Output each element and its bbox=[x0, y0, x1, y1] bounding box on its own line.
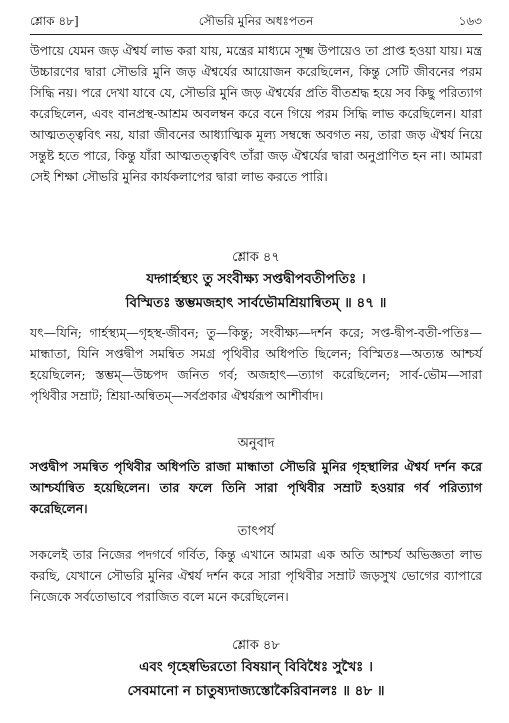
header-verse-ref: শ্লোক ৪৮] bbox=[30, 14, 79, 28]
verse-47-synonyms: যৎ—যিনি; গার্হস্থ্যম্—গৃহস্থ-জীবন; তু—কিন্তু; সংবীক্ষ্য—দর্শন করে; সপ্ত-দ্বীপ-বতী-পতিঃ—মান্ধাতা, যিনি সপ্তদ্বীপ সমন্বিত সমগ্র পৃথিবীর অধিপতি ছিলেন; বিস্মিতঃ—অত্যন্ত আশ্চর্য হয়েছিলেন; স্তম্ভম্—উচ্চপদ জনিত গর্ব; অজহাৎ—ত্যাগ করেছিলেন; সার্ব-ভৌম—সারা পৃথিবীর সম্রাট; শ্রিয়া-অন্বিতম্—সর্বপ্রকার ঐশ্বর্যরূপ আশীর্বাদ। bbox=[30, 325, 482, 403]
verse-48-title: শ্লোক ৪৮ bbox=[232, 638, 280, 653]
intro-paragraph: উপায়ে যেমন জড় ঐশ্বর্য লাভ করা যায়, মন্ত্রের মাধ্যমে সূক্ষ্ম উপায়েও তা প্রাপ্ত হওয়া যায়। মন্ত্র উচ্চারণের দ্বারা সৌভরি মুনি জড় ঐশ্বর্যের আয়োজন করেছিলেন, কিন্তু সেটি জীবনের পরম সিদ্ধি নয়। পরে দেখা যাবে যে, সৌভরি মুনি জড় ঐশ্বর্যের প্রতি বীতশ্রদ্ধ হয়ে সব কিছু পরিত্যাগ করেছিলেন, এবং বানপ্রস্থ-আশ্রম অবলম্বন করে বনে গিয়ে পরম সিদ্ধি লাভ করেছিলেন। যারা আত্মতত্ত্ববিৎ নয়, যারা জীবনের আধ্যাত্মিক মূল্য সম্বন্ধে অবগত নয়, তারা জড় ঐশ্বর্য নিয়ে সন্তুষ্ট হতে পারে, কিন্তু যাঁরা আত্মতত্ত্ববিৎ তাঁরা জড় ঐশ্বর্যের দ্বারা অনুপ্রাণিত হন না। আমরা সেই শিক্ষা সৌভরি মুনির কার্যকলাপের দ্বারা লাভ করতে পারি। bbox=[30, 43, 482, 184]
page-number: ১৬৩ bbox=[458, 14, 482, 28]
translation-heading: অনুবাদ bbox=[237, 436, 275, 451]
verse-48-line-2: সেবমানো ন চাতুষ্যদাজ্যস্তোকৈরিবানলঃ ॥ ৪৮ ॥ bbox=[127, 683, 385, 699]
header-chapter-title: সৌভরি মুনির অধঃপতন bbox=[198, 14, 314, 28]
purport-heading: তাৎপর্য bbox=[237, 524, 275, 539]
verse-47-purport: সকলেই তার নিজের পদগর্বে গর্বিত, কিন্তু এখানে আমরা এক অতি আশ্চর্য অভিজ্ঞতা লাভ করছি, যেখানে সৌভরি মুনির ঐশ্বর্য দর্শন করে সারা পৃথিবীর সম্রাট জড়সুখ ভোগের ব্যাপারে নিজেকে সর্বতোভাবে পরাজিত বলে মনে করেছিলেন। bbox=[30, 547, 482, 604]
verse-47-title: শ্লোক ৪৭ bbox=[232, 250, 280, 265]
verse-48-line-1: এবং গৃহেষ্বভিরতো বিষয়ান্ বিবিধৈঃ সুখৈঃ । bbox=[139, 659, 373, 675]
running-header bbox=[30, 10, 482, 32]
verse-47-translation: সপ্তদ্বীপ সমন্বিত পৃথিবীর অধিপতি রাজা মান্ধাতা সৌভরি মুনির গৃহস্থালির ঐশ্বর্য দর্শন করে আশ্চর্যান্বিত হয়েছিলেন। তার ফলে তিনি সারা পৃথিবীর সম্রাট হওয়ার গর্ব পরিত্যাগ করেছিলেন। bbox=[30, 459, 482, 516]
verse-47-line-2: বিস্মিতঃ স্তম্ভমজহাৎ সার্বভৌমশ্রিয়ান্বিতম্ ॥ ৪৭ ॥ bbox=[125, 295, 387, 311]
verse-47-line-1: যদ্গার্হস্থ্যং তু সংবীক্ষ্য সপ্তদ্বীপবতীপতিঃ । bbox=[146, 271, 366, 287]
header-rule bbox=[30, 34, 482, 35]
